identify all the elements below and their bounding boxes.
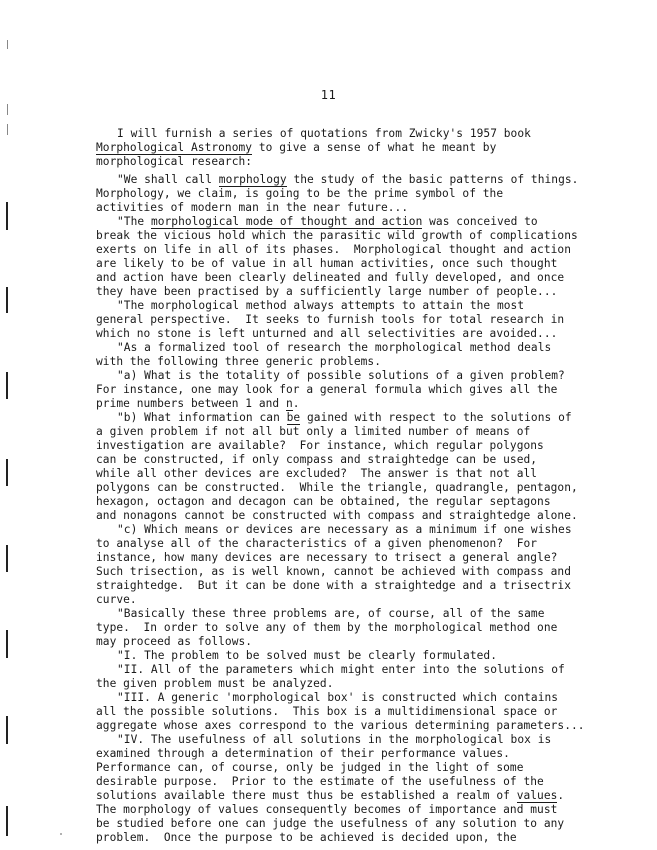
margin-bar-1 (6, 202, 8, 230)
margin-tick-1 (7, 40, 8, 49)
text-line: with the following three generic problems. (96, 355, 381, 368)
margin-bar-7 (6, 716, 8, 744)
margin-bar-6 (6, 630, 8, 658)
text-line: may proceed as follows. (96, 635, 253, 648)
text-line: while all other devices are excluded? The answer is that not all (96, 467, 538, 480)
text-line: which no stone is left unturned and all selectivities are avoided... (96, 327, 558, 340)
text-line: "c) Which means or devices are necessary as a minimum if one wishes (117, 523, 572, 536)
text-line: aggregate whose axes correspond to the various determining parameters... (96, 719, 585, 732)
margin-tick-3 (7, 124, 8, 135)
text-line: can be constructed, if only compass and straightedge can be used, (96, 453, 538, 466)
text-line: "b) What information can be gained with respect to the solutions of (117, 411, 572, 424)
text-line: prime numbers between 1 and n. (96, 397, 300, 410)
margin-bar-4 (6, 459, 8, 486)
text-line: straightedge. But it can be done with a straightedge and a trisectrix (96, 579, 571, 592)
text-line: exerts on life in all of its phases. Morphological thought and action (96, 243, 571, 256)
step-4: "IV. The usefulness of all solutions in the morphological box is (117, 733, 552, 746)
text-line: type. In order to solve any of them by the morphological method one (96, 621, 558, 634)
text-line: "The morphological method always attempts to attain the most (117, 299, 525, 312)
margin-tick-2 (7, 104, 8, 115)
text-line: For instance, one may look for a general formula which gives all the (96, 383, 558, 396)
text-line: "The morphological mode of thought and action was conceived to (117, 215, 538, 228)
underlined-term: be (286, 411, 301, 424)
page-number: 11 (320, 88, 337, 102)
text-line: Performance can, of course, only be judged in the light of some (96, 761, 524, 774)
text-line: and action have been clearly delineated and fully developed, and once (96, 271, 565, 284)
margin-bar-8 (6, 806, 8, 836)
text-line: be studied before one can judge the usefulness of any solution to any (96, 817, 565, 830)
text-line: a given problem if not all but only a limited number of means of (96, 425, 531, 438)
text-line: The morphology of values consequently becomes of importance and must (96, 803, 558, 816)
text-line: break the vicious hold which the parasitic wild growth of complications (96, 229, 578, 242)
text-line: are likely to be of value in all human activities, once such thought (96, 257, 558, 270)
text-line: curve. (96, 593, 137, 606)
margin-bar-3 (6, 372, 8, 399)
text-line: instance, how many devices are necessary to trisect a general angle? (96, 551, 558, 564)
text-line: general perspective. It seeks to furnish tools for total research in (96, 313, 565, 326)
text-line: polygons can be constructed. While the triangle, quadrangle, pentagon, (96, 481, 578, 494)
margin-bar-5 (6, 545, 8, 572)
text-line: to analyse all of the characteristics of a given phenomenon? For (96, 537, 538, 550)
text-line: examined through a determination of their performance values. (96, 747, 510, 760)
text-line: "Basically these three problems are, of course, all of the same (117, 607, 545, 620)
text-line: "As a formalized tool of research the morphological method deals (117, 341, 552, 354)
text-line: I will furnish a series of quotations from Zwicky's 1957 book (117, 127, 531, 140)
text-line: activities of modern man in the near future... (96, 201, 409, 214)
text-line: solutions available there must thus be established a realm of values. (96, 789, 565, 802)
underlined-term: morphology (218, 173, 287, 186)
text-line: problem. Once the purpose to be achieved is decided upon, the (96, 831, 517, 844)
text-line: morphological research: (96, 155, 253, 168)
text-line: all the possible solutions. This box is a multidimensional space or (96, 705, 558, 718)
book-title: Morphological Astronomy (96, 141, 253, 154)
step-3: "III. A generic 'morphological box' is constructed which contains (117, 691, 559, 704)
text-line: and nonagons cannot be constructed with compass and straightedge alone. (96, 509, 578, 522)
text-line: "a) What is the totality of possible solutions of a given problem? (117, 369, 565, 382)
margin-bar-2 (6, 287, 8, 313)
text-line: Morphological Astronomy to give a sense of what he meant by (96, 141, 497, 154)
underlined-term: values (516, 789, 558, 802)
step-2: "II. All of the parameters which might enter into the solutions of (117, 663, 565, 676)
text-line: hexagon, octagon and decagon can be obtained, the regular septagons (96, 495, 551, 508)
text-line: Such trisection, as is well known, cannot be achieved with compass and (96, 565, 571, 578)
text-line: desirable purpose. Prior to the estimate of the usefulness of the (96, 775, 544, 788)
text-line: the given problem must be analyzed. (96, 677, 334, 690)
underlined-term: morphological mode of thought and action (150, 215, 423, 228)
underlined-term: n (286, 397, 293, 410)
text-line: "We shall call morphology the study of the basic patterns of things. (117, 173, 579, 186)
text-line: Morphology, we claim, is going to be the prime symbol of the (96, 187, 504, 200)
step-1: "I. The problem to be solved must be clearly formulated. (117, 649, 497, 662)
text-line: they have been practised by a sufficiently large number of people... (96, 285, 558, 298)
scan-speck (60, 833, 62, 835)
text-line: investigation are available? For instance, which regular polygons (96, 439, 544, 452)
